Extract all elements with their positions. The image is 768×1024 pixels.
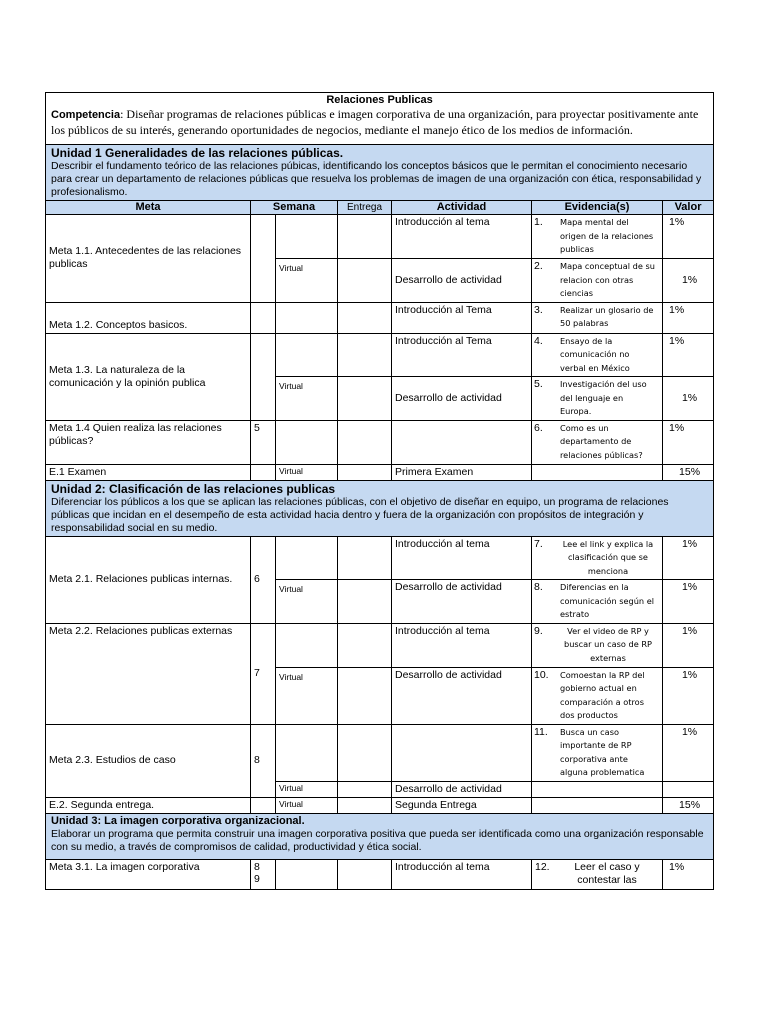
unit2-cell — [46, 480, 714, 536]
entrega-cell — [338, 464, 392, 480]
header-cell — [46, 93, 714, 145]
value-cell: 1% — [663, 580, 714, 624]
header-row — [46, 93, 714, 145]
unit3-cell — [46, 813, 714, 859]
evidence-cell — [532, 797, 663, 813]
evidence-cell: 3. Realizar un glosario de 50 palabras — [532, 302, 663, 333]
value-cell: 1% — [663, 667, 714, 724]
activity-cell: Introducción al tema — [392, 536, 532, 580]
col-actividad: Actividad — [392, 201, 532, 215]
entrega-cell — [338, 302, 392, 333]
unit2-desc: Diferenciar los públicos a los que se aplican las relaciones públicas, con el objetivo de diseñar en equipo, un programa de relaciones públicas que incidan en el desempeño de esta actividad hacia dentro y fuera de la organización con propósitos de integración y responsabilidad social en su medio. — [51, 495, 669, 534]
week-cell — [251, 333, 276, 420]
unit1-header — [46, 145, 714, 201]
semana-cell — [276, 420, 338, 464]
value-cell: 15% — [663, 464, 714, 480]
virtual-cell: Virtual — [276, 580, 338, 624]
week-b: 9 — [254, 872, 260, 885]
unit2-title — [51, 482, 708, 496]
activity-cell: Desarrollo de actividad — [392, 580, 532, 624]
table-row — [46, 623, 714, 667]
semana-cell — [276, 859, 338, 889]
entrega-cell — [338, 259, 392, 303]
activity-cell: Introducción al Tema — [392, 333, 532, 377]
activity-cell: Desarrollo de actividad — [392, 667, 532, 724]
entrega-cell — [338, 580, 392, 624]
table-row — [46, 302, 714, 333]
week-cell: 6 — [251, 536, 276, 623]
meta-cell: Meta 2.3. Estudios de caso — [46, 724, 251, 797]
semana-cell — [276, 724, 338, 781]
unit3-header — [46, 813, 714, 859]
unit2-title-rest: Clasificación de las relaciones publicas — [105, 481, 336, 496]
unit1-cell — [46, 145, 714, 201]
value-cell: 1% — [663, 623, 714, 667]
unit1-desc: Describir el fundamento teórico de las relaciones púbicas, identificando los conceptos básicos que le permitan el conocimiento necesario para crear un departamento de relaciones públicas que resuelva los problemas de imagen de una organización con ética, responsabilidad y profesionalismo. — [51, 160, 702, 198]
meta-cell: Meta 2.2. Relaciones publicas externas — [46, 623, 251, 724]
col-evidencia: Evidencia(s) — [532, 201, 663, 215]
semana-cell — [276, 302, 338, 333]
entrega-cell — [338, 215, 392, 259]
col-entrega: Entrega — [338, 201, 392, 215]
unit2-title-bold: Unidad 2: — [51, 481, 106, 496]
value-cell: 1% — [663, 215, 714, 259]
evidence-cell — [532, 464, 663, 480]
meta-cell: Meta 1.4 Quien realiza las relaciones públicas? — [46, 420, 251, 464]
syllabus-table — [45, 92, 714, 890]
table-row — [46, 420, 714, 464]
competencia-text: : Diseñar programas de relaciones públicas e imagen corporativa de una organización, para proyectar positivamente ante los públicos de su interés, generando oportunidades de negocios, mediante el manejo ético de los medios de información. — [51, 107, 699, 137]
evidence-cell: 7. Lee el link y explica la clasificación que se menciona — [532, 536, 663, 580]
evidence-cell: 2. Mapa conceptual de su relacion con otras ciencias — [532, 259, 663, 303]
evidence-cell: 5. Investigación del uso del lenguaje en Europa. — [532, 377, 663, 421]
table-row — [46, 333, 714, 377]
value-cell: 1% — [663, 302, 714, 333]
value-cell: 1% — [663, 333, 714, 377]
entrega-cell — [338, 797, 392, 813]
evidence-cell: 11. Busca un caso importante de RP corporativa ante alguna problematica — [532, 724, 663, 781]
competencia-label: Competencia — [51, 109, 121, 121]
document — [45, 92, 713, 890]
evidence-cell — [532, 781, 663, 797]
virtual-cell: Virtual — [276, 377, 338, 421]
week-cell — [251, 464, 276, 480]
activity-cell: Desarrollo de actividad — [392, 259, 532, 303]
col-valor: Valor — [663, 201, 714, 215]
meta-cell: Meta 1.3. La naturaleza de la comunicación y la opinión publica — [46, 333, 251, 420]
entrega-cell — [338, 420, 392, 464]
entrega-cell — [338, 377, 392, 421]
value-cell: 1% — [663, 859, 714, 889]
entrega-cell — [338, 623, 392, 667]
unit3-title: Unidad 3: La imagen corporativa organizacional. — [51, 814, 305, 827]
value-cell — [663, 781, 714, 797]
entrega-cell — [338, 333, 392, 377]
virtual-cell: Virtual — [276, 259, 338, 303]
activity-cell: Primera Examen — [392, 464, 532, 480]
col-meta: Meta — [46, 201, 251, 215]
virtual-cell: Virtual — [276, 667, 338, 724]
week-cell: 8 — [251, 724, 276, 797]
unit3-desc: Elaborar un programa que permita construir una imagen corporativa positiva que pueda ser identificada como una organización responsable con su medio, a través de compromisos de calidad, productividad y ética social. — [51, 827, 704, 853]
semana-cell — [276, 623, 338, 667]
competencia — [51, 107, 708, 138]
semana-cell — [276, 215, 338, 259]
column-header-row — [46, 201, 714, 215]
value-cell: 15% — [663, 797, 714, 813]
table-row — [46, 536, 714, 580]
virtual-cell: Virtual — [276, 781, 338, 797]
activity-cell: Segunda Entrega — [392, 797, 532, 813]
week-cell: 7 — [251, 623, 276, 724]
week-a: 8 — [254, 860, 260, 873]
evidence-cell: 8. Diferencias en la comunicación según el estrato — [532, 580, 663, 624]
activity-cell: Introducción al tema — [392, 623, 532, 667]
activity-cell: Introducción al tema — [392, 859, 532, 889]
value-cell: 1% — [663, 536, 714, 580]
week-cell — [251, 215, 276, 303]
entrega-cell — [338, 781, 392, 797]
activity-cell: Desarrollo de actividad — [392, 781, 532, 797]
week-cell: 5 — [251, 420, 276, 464]
table-row — [46, 724, 714, 781]
meta-cell: E.1 Examen — [46, 464, 251, 480]
entrega-cell — [338, 536, 392, 580]
entrega-cell — [338, 859, 392, 889]
evidence-cell: 9. Ver el video de RP y buscar un caso de RP externas — [532, 623, 663, 667]
activity-cell — [392, 420, 532, 464]
week-cell — [251, 859, 276, 889]
week-cell — [251, 797, 276, 813]
unit1-title: Unidad 1 Generalidades de las relaciones públicas. — [51, 146, 344, 160]
table-row — [46, 859, 714, 889]
meta-cell: E.2. Segunda entrega. — [46, 797, 251, 813]
evidence-cell: 4. Ensayo de la comunicación no verbal en México — [532, 333, 663, 377]
activity-cell: Desarrollo de actividad — [392, 377, 532, 421]
table-row — [46, 215, 714, 259]
meta-cell: Meta 2.1. Relaciones publicas internas. — [46, 536, 251, 623]
col-semana: Semana — [251, 201, 338, 215]
evidence-cell: 12. Leer el caso y contestar las — [532, 859, 663, 889]
evidence-cell: 6. Como es un departamento de relaciones públicas? — [532, 420, 663, 464]
activity-cell — [392, 724, 532, 781]
activity-cell: Introducción al Tema — [392, 302, 532, 333]
page-title: Relaciones Publicas — [326, 94, 433, 106]
week-cell — [251, 302, 276, 333]
virtual-cell: Virtual — [276, 464, 338, 480]
semana-cell — [276, 333, 338, 377]
table-row — [46, 464, 714, 480]
semana-cell — [276, 536, 338, 580]
activity-cell: Introducción al tema — [392, 215, 532, 259]
unit2-header — [46, 480, 714, 536]
meta-cell: Meta 1.2. Conceptos basicos. — [46, 302, 251, 333]
meta-cell: Meta 3.1. La imagen corporativa — [46, 859, 251, 889]
evidence-cell: 10. Comoestan la RP del gobierno actual en comparación a otros dos productos — [532, 667, 663, 724]
entrega-cell — [338, 667, 392, 724]
value-cell: 1% — [663, 259, 714, 303]
value-cell: 1% — [663, 420, 714, 464]
value-cell: 1% — [663, 724, 714, 781]
table-row — [46, 797, 714, 813]
meta-cell: Meta 1.1. Antecedentes de las relaciones publicas — [46, 215, 251, 303]
evidence-cell: 1. Mapa mental del origen de la relaciones publicas — [532, 215, 663, 259]
virtual-cell: Virtual — [276, 797, 338, 813]
entrega-cell — [338, 724, 392, 781]
value-cell: 1% — [663, 377, 714, 421]
